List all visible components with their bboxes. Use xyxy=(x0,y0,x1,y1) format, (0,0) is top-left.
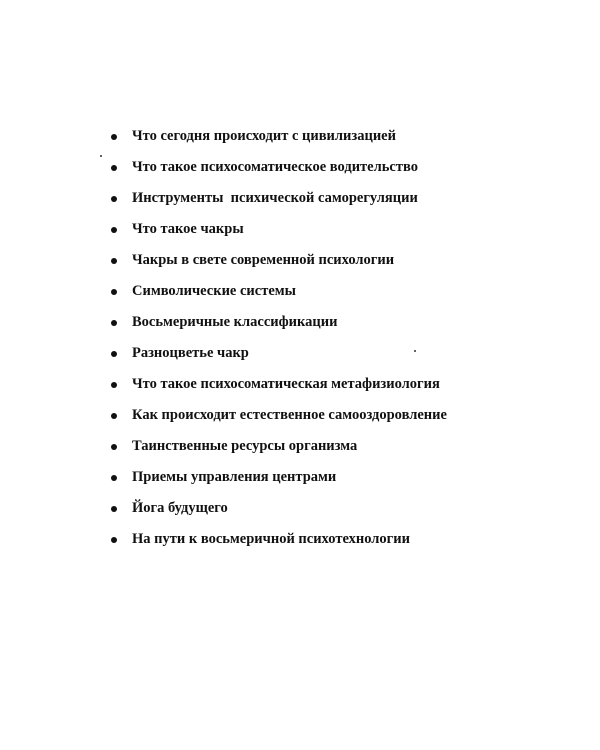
list-item xyxy=(108,188,447,219)
bullet-icon xyxy=(111,537,117,543)
list-item xyxy=(108,219,447,250)
list-item-text: Как происходит естественное самооздоровление xyxy=(132,407,447,423)
list-item xyxy=(108,374,447,405)
list-item xyxy=(108,498,447,529)
list-item xyxy=(108,281,447,312)
bullet-icon xyxy=(111,320,117,326)
scan-speck xyxy=(100,155,102,157)
list-item-text: Что такое психосоматическая метафизиология xyxy=(132,376,440,392)
list-item-text: Восьмеричные классификации xyxy=(132,314,338,330)
list-item-text: Йога будущего xyxy=(132,500,228,516)
list-item xyxy=(108,436,447,467)
bullet-icon xyxy=(111,444,117,450)
list-item-text: Что такое чакры xyxy=(132,221,244,237)
list-item xyxy=(108,343,447,374)
bullet-icon xyxy=(111,134,117,140)
list-item-text: Разноцветье чакр xyxy=(132,345,249,361)
list-item xyxy=(108,529,447,560)
list-item-text: Что сегодня происходит с цивилизацией xyxy=(132,128,396,144)
bullet-icon xyxy=(111,382,117,388)
list-item xyxy=(108,405,447,436)
list-item xyxy=(108,467,447,498)
list-item xyxy=(108,250,447,281)
list-item-text: Чакры в свете современной психологии xyxy=(132,252,395,268)
list-item xyxy=(108,126,447,157)
list-item-text: Что такое психосоматическое водительство xyxy=(132,159,418,175)
bullet-icon xyxy=(111,351,117,357)
bullet-icon xyxy=(111,475,117,481)
list-item-text: Символические системы xyxy=(132,283,296,299)
list-item-text: Таинственные ресурсы организма xyxy=(132,438,358,454)
list-item-text: На пути к восьмеричной психотехнологии xyxy=(132,531,410,547)
scan-speck xyxy=(414,350,416,352)
bullet-icon xyxy=(111,289,117,295)
bullet-icon xyxy=(111,196,117,202)
list-item xyxy=(108,312,447,343)
bullet-icon xyxy=(111,165,117,171)
list-item-text: Приемы управления центрами xyxy=(132,469,337,485)
bullet-icon xyxy=(111,506,117,512)
bullet-icon xyxy=(111,258,117,264)
topic-list xyxy=(108,126,447,560)
bullet-icon xyxy=(111,413,117,419)
list-item-text: Инструменты психической саморегуляции xyxy=(132,190,418,206)
bullet-icon xyxy=(111,227,117,233)
list-item xyxy=(108,157,447,188)
